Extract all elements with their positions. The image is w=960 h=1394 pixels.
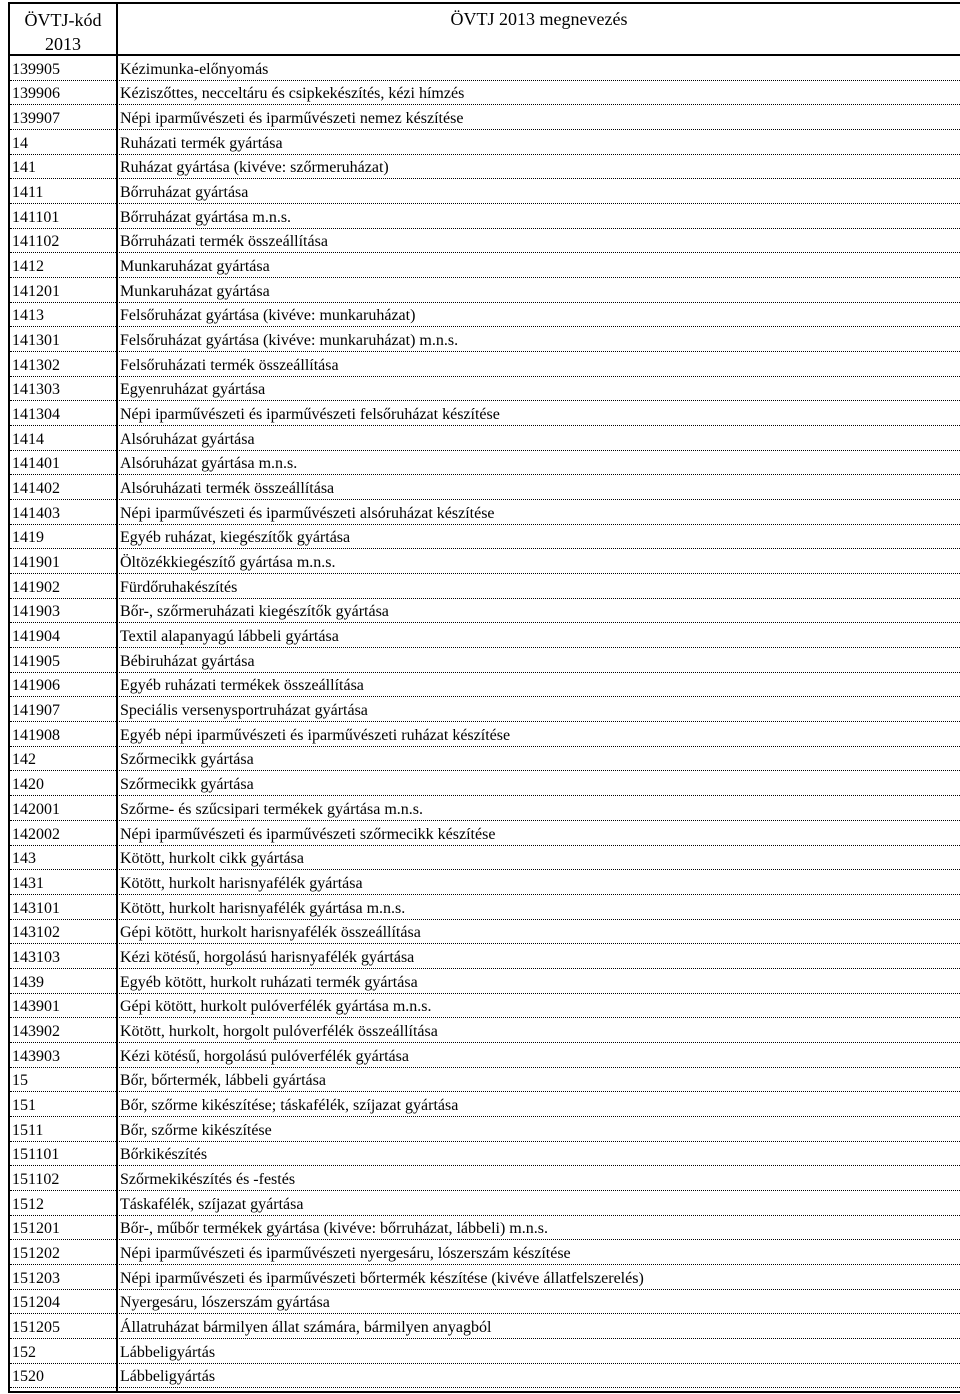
row-name: Felsőruházat gyártása (kivéve: munkaruházat) m.n.s. [120,332,459,350]
table-row [10,1117,960,1142]
table-row [10,426,960,451]
row-code: 142001 [12,800,60,818]
row-name: Egyéb ruházat, kiegészítők gyártása [120,529,351,547]
row-code: 151204 [12,1294,60,1312]
table-row [10,105,960,130]
row-name: Kézi kötésű, horgolású harisnyafélék gyártása [120,948,415,966]
row-name: Szőrme- és szűcsipari termékek gyártása m.n.s. [120,800,424,818]
table-row [10,920,960,945]
table-row [10,179,960,204]
table-body [10,56,960,1388]
table-row [10,821,960,846]
table-row [10,1191,960,1216]
table-row [10,475,960,500]
row-name: Bőrruházat gyártása [120,184,249,202]
table-row [10,623,960,648]
row-name: Népi iparművészeti és iparművészeti nyergesáru, lószerszám készítése [120,1244,571,1262]
row-code: 141906 [12,677,60,695]
row-name: Ruházat gyártása (kivéve: szőrmeruházat) [120,159,389,177]
table-row [10,1092,960,1117]
row-name: Felsőruházati termék összeállítása [120,356,339,374]
row-name: Gépi kötött, hurkolt pulóverfélék gyártása m.n.s. [120,998,432,1016]
header-code-title: ÖVTJ-kód [24,10,102,30]
row-code: 141905 [12,652,60,670]
table-row [10,525,960,550]
row-name: Kéziszőttes, necceltáru és csipkekészítés, kézi hímzés [120,85,465,103]
row-name: Népi iparművészeti és iparművészeti szőrmecikk készítése [120,825,496,843]
row-name: Bőr-, műbőr termékek gyártása (kivéve: bőrruházat, lábbeli) m.n.s. [120,1220,548,1238]
row-code: 141402 [12,480,60,498]
row-code: 141304 [12,406,60,424]
table-row [10,1216,960,1241]
row-code: 1511 [12,1121,44,1139]
row-code: 141102 [12,233,60,251]
row-name: Öltözékkiegészítő gyártása m.n.s. [120,554,336,572]
row-name: Alsóruházat gyártása m.n.s. [120,455,298,473]
row-code: 141301 [12,332,60,350]
row-name: Népi iparművészeti és iparművészeti nemez készítése [120,110,464,128]
row-name: Felsőruházat gyártása (kivéve: munkaruházat) [120,307,416,325]
row-name: Kötött, hurkolt harisnyafélék gyártása [120,874,363,892]
table-row [10,377,960,402]
row-name: Kézi kötésű, horgolású pulóverfélék gyártása [120,1047,409,1065]
table-row [10,944,960,969]
table-row [10,648,960,673]
table-row [10,673,960,698]
table-row [10,81,960,106]
row-code: 14 [12,134,28,152]
table-row [10,1068,960,1093]
row-code: 1414 [12,430,44,448]
row-code: 143101 [12,899,60,917]
table-row [10,1339,960,1364]
table-row [10,870,960,895]
row-code: 1412 [12,258,44,276]
row-code: 141904 [12,628,60,646]
row-name: Gépi kötött, hurkolt harisnyafélék összeállítása [120,924,421,942]
table-row [10,1142,960,1167]
table-row [10,1265,960,1290]
row-code: 139906 [12,85,60,103]
row-code: 143103 [12,948,60,966]
row-name: Bőr, szőrme kikészítése [120,1121,272,1139]
table-row [10,994,960,1019]
row-name: Kötött, hurkolt harisnyafélék gyártása m.n.s. [120,899,406,917]
table-row [10,1166,960,1191]
row-code: 1420 [12,776,44,794]
table-row [10,451,960,476]
row-code: 15 [12,1072,28,1090]
table-row [10,574,960,599]
table-row [10,56,960,81]
row-code: 151205 [12,1318,60,1336]
row-name: Munkaruházat gyártása [120,282,270,300]
row-name: Egyenruházat gyártása [120,381,266,399]
row-code: 1431 [12,874,44,892]
row-code: 141908 [12,726,60,744]
table-header [10,4,960,56]
row-code: 1520 [12,1368,44,1386]
row-code: 151101 [12,1146,60,1164]
row-code: 141401 [12,455,60,473]
table-row [10,895,960,920]
row-code: 1411 [12,184,44,202]
row-code: 1419 [12,529,44,547]
header-code-column [10,8,116,56]
row-name: Táskafélék, szíjazat gyártása [120,1195,304,1213]
header-name-title: ÖVTJ 2013 megnevezés [450,9,628,29]
row-name: Munkaruházat gyártása [120,258,270,276]
table-row [10,401,960,426]
table-row [10,771,960,796]
row-code: 141302 [12,356,60,374]
row-code: 1439 [12,973,44,991]
table-row [10,747,960,772]
row-name: Egyéb ruházati termékek összeállítása [120,677,364,695]
row-code: 141403 [12,504,60,522]
table-row [10,352,960,377]
table-row [10,130,960,155]
row-code: 141303 [12,381,60,399]
table-row [10,1364,960,1389]
row-code: 142002 [12,825,60,843]
row-name: Egyéb népi iparművészeti és iparművészeti ruházat készítése [120,726,511,744]
row-name: Bőrruházati termék összeállítása [120,233,328,251]
row-code: 151203 [12,1269,60,1287]
table-row [10,155,960,180]
row-code: 141901 [12,554,60,572]
row-name: Bőrkikészítés [120,1146,208,1164]
classification-table [8,2,960,1393]
row-code: 141 [12,159,36,177]
row-code: 142 [12,751,36,769]
row-code: 151102 [12,1170,60,1188]
row-name: Bébiruházat gyártása [120,652,255,670]
table-row [10,796,960,821]
table-row [10,229,960,254]
row-name: Bőr, szőrme kikészítése; táskafélék, szíjazat gyártása [120,1096,459,1114]
table-row [10,1314,960,1339]
row-name: Szőrmecikk gyártása [120,776,254,794]
row-name: Ruházati termék gyártása [120,134,283,152]
row-name: Bőrruházat gyártása m.n.s. [120,208,292,226]
row-code: 141101 [12,208,60,226]
row-name: Bőr-, szőrmeruházati kiegészítők gyártása [120,603,389,621]
row-code: 141201 [12,282,60,300]
row-name: Bőr, bőrtermék, lábbeli gyártása [120,1072,326,1090]
table-row [10,204,960,229]
table-row [10,969,960,994]
row-code: 151202 [12,1244,60,1262]
table-row [10,278,960,303]
table-row [10,1018,960,1043]
table-row [10,500,960,525]
table-row [10,1290,960,1315]
row-name: Kötött, hurkolt, horgolt pulóverfélék összeállítása [120,1022,438,1040]
row-code: 143901 [12,998,60,1016]
row-code: 139905 [12,60,60,78]
table-row [10,327,960,352]
row-name: Kézimunka-előnyomás [120,60,269,78]
row-name: Lábbeligyártás [120,1343,216,1361]
row-code: 141903 [12,603,60,621]
table-row [10,697,960,722]
table-row [10,303,960,328]
row-name: Alsóruházati termék összeállítása [120,480,335,498]
row-code: 1512 [12,1195,44,1213]
row-code: 151 [12,1096,36,1114]
row-code: 152 [12,1343,36,1361]
row-name: Szőrmekikészítés és -festés [120,1170,296,1188]
table-row [10,599,960,624]
row-code: 141907 [12,702,60,720]
table-row [10,549,960,574]
row-name: Népi iparművészeti és iparművészeti felsőruházat készítése [120,406,500,424]
table-row [10,722,960,747]
row-name: Fürdőruhakészítés [120,578,238,596]
table-row [10,1240,960,1265]
table-row [10,253,960,278]
row-name: Szőrmecikk gyártása [120,751,254,769]
header-code-year: 2013 [45,34,81,54]
table-row [10,846,960,871]
row-code: 141902 [12,578,60,596]
row-name: Állatruházat bármilyen állat számára, bármilyen anyagból [120,1318,492,1336]
row-name: Speciális versenysportruházat gyártása [120,702,368,720]
row-code: 151201 [12,1220,60,1238]
row-name: Lábbeligyártás [120,1368,216,1386]
row-name: Kötött, hurkolt cikk gyártása [120,850,304,868]
row-code: 143 [12,850,36,868]
row-code: 1413 [12,307,44,325]
row-name: Népi iparművészeti és iparművészeti bőrtermék készítése (kivéve állatfelszerelés) [120,1269,644,1287]
table-row [10,1043,960,1068]
row-name: Egyéb kötött, hurkolt ruházati termék gyártása [120,973,418,991]
row-name: Textil alapanyagú lábbeli gyártása [120,628,339,646]
row-code: 139907 [12,110,60,128]
row-code: 143903 [12,1047,60,1065]
row-name: Alsóruházat gyártása [120,430,255,448]
row-code: 143102 [12,924,60,942]
row-code: 143902 [12,1022,60,1040]
row-name: Népi iparművészeti és iparművészeti alsóruházat készítése [120,504,495,522]
row-name: Nyergesáru, lószerszám gyártása [120,1294,330,1312]
